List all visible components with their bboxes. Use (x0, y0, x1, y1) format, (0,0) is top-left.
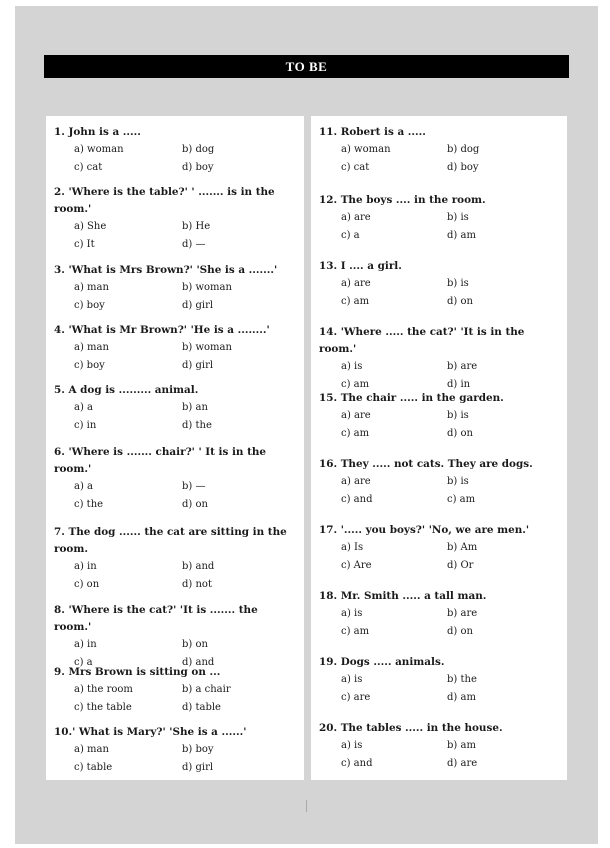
question-stem: 5. A dog is ......... animal. (54, 384, 199, 396)
question-stem: 3. 'What is Mrs Brown?' 'She is a .......' (54, 264, 278, 276)
option-a[interactable]: a) woman (74, 144, 124, 155)
question-stem: 11. Robert is a ..... (319, 126, 426, 138)
option-a[interactable]: a) a (74, 481, 94, 492)
option-b[interactable]: b) is (447, 278, 469, 289)
option-d[interactable]: d) and (182, 657, 215, 668)
question-stem: 17. '..... you boys?' 'No, we are men.' (319, 524, 530, 536)
question-9 (54, 664, 298, 717)
option-b[interactable]: b) a chair (182, 684, 231, 695)
option-a[interactable]: a) Is (341, 542, 364, 553)
option-b[interactable]: b) is (447, 476, 469, 487)
option-a[interactable]: a) She (74, 221, 107, 232)
option-b[interactable]: b) Am (447, 542, 478, 553)
question-stem: 13. I .... a girl. (319, 260, 402, 272)
question-stem: 20. The tables ..... in the house. (319, 722, 503, 734)
option-c[interactable]: c) boy (74, 300, 105, 311)
option-d[interactable]: d) boy (182, 162, 214, 173)
option-b[interactable]: b) dog (182, 144, 215, 155)
option-c[interactable]: c) cat (74, 162, 103, 173)
option-c[interactable]: c) table (74, 762, 113, 773)
option-a[interactable]: a) are (341, 410, 371, 421)
option-a[interactable]: a) man (74, 744, 109, 755)
question-20 (319, 720, 563, 773)
question-5 (54, 382, 298, 435)
option-a[interactable]: a) are (341, 212, 371, 223)
question-stem: 12. The boys .... in the room. (319, 194, 486, 206)
option-d[interactable]: d) boy (447, 162, 479, 173)
option-a[interactable]: a) man (74, 342, 109, 353)
option-b[interactable]: b) woman (182, 342, 232, 353)
option-a[interactable]: a) are (341, 278, 371, 289)
option-a[interactable]: a) is (341, 608, 363, 619)
page-mark (306, 800, 311, 812)
option-a[interactable]: a) a (74, 402, 94, 413)
question-3 (54, 262, 298, 315)
option-c[interactable]: c) am (341, 626, 370, 637)
option-c[interactable]: c) the table (74, 702, 132, 713)
question-2 (54, 184, 298, 254)
option-c[interactable]: c) a (74, 657, 93, 668)
option-d[interactable]: d) girl (182, 360, 214, 371)
question-8 (54, 602, 298, 672)
option-c[interactable]: c) am (341, 379, 370, 390)
question-stem: 7. The dog ...... the cat are sitting in the room. (54, 526, 287, 555)
question-10 (54, 724, 298, 777)
option-d[interactable]: c) am (447, 494, 476, 505)
option-d[interactable]: d) on (182, 499, 208, 510)
option-c[interactable]: c) and (341, 494, 373, 505)
option-b[interactable]: b) boy (182, 744, 214, 755)
option-b[interactable]: b) — (182, 481, 206, 492)
left-question-column (46, 116, 304, 780)
option-c[interactable]: c) cat (341, 162, 370, 173)
option-c[interactable]: c) are (341, 692, 371, 703)
question-stem: 2. 'Where is the table?' ' ....... is in the room.' (54, 186, 275, 215)
option-c[interactable]: c) a (341, 230, 360, 241)
option-d[interactable]: d) girl (182, 762, 214, 773)
option-b[interactable]: b) He (182, 221, 211, 232)
question-1 (54, 124, 298, 177)
option-d[interactable]: d) — (182, 239, 206, 250)
option-d[interactable]: d) am (447, 692, 476, 703)
question-16 (319, 456, 563, 509)
question-4 (54, 322, 298, 375)
option-a[interactable]: a) woman (341, 144, 391, 155)
question-stem: 16. They ..... not cats. They are dogs. (319, 458, 533, 470)
option-c[interactable]: c) Are (341, 560, 372, 571)
question-12 (319, 192, 563, 245)
option-c[interactable]: c) It (74, 239, 95, 250)
option-a[interactable]: a) are (341, 476, 371, 487)
option-c[interactable]: c) the (74, 499, 104, 510)
option-b[interactable]: b) dog (447, 144, 480, 155)
question-stem: 14. 'Where ..... the cat?' 'It is in the room.' (319, 326, 525, 355)
option-d[interactable]: d) on (447, 296, 473, 307)
question-stem: 15. The chair ..... in the garden. (319, 392, 504, 404)
question-6 (54, 444, 298, 514)
question-stem: 18. Mr. Smith ..... a tall man. (319, 590, 487, 602)
option-b[interactable]: b) woman (182, 282, 232, 293)
option-d[interactable]: d) are (447, 758, 478, 769)
question-stem: 19. Dogs ..... animals. (319, 656, 445, 668)
option-c[interactable]: c) on (74, 579, 100, 590)
option-d[interactable]: d) girl (182, 300, 214, 311)
option-a[interactable]: a) the room (74, 684, 133, 695)
option-b[interactable]: b) am (447, 740, 476, 751)
option-b[interactable]: b) is (447, 410, 469, 421)
right-question-column (311, 116, 567, 780)
option-b[interactable]: b) are (447, 361, 478, 372)
option-b[interactable]: b) is (447, 212, 469, 223)
option-c[interactable]: c) boy (74, 360, 105, 371)
option-b[interactable]: b) on (182, 639, 208, 650)
option-c[interactable]: c) in (74, 420, 97, 431)
question-stem: 10.' What is Mary?' 'She is a ......' (54, 726, 247, 738)
question-stem: 8. 'Where is the cat?' 'It is ....... the room.' (54, 604, 258, 633)
option-c[interactable]: c) am (341, 428, 370, 439)
option-c[interactable]: c) am (341, 296, 370, 307)
option-d[interactable]: d) in (447, 379, 471, 390)
question-11 (319, 124, 563, 177)
option-b[interactable]: b) an (182, 402, 208, 413)
option-a[interactable]: a) is (341, 674, 363, 685)
option-a[interactable]: a) is (341, 740, 363, 751)
worksheet-title: TO BE (44, 55, 569, 78)
option-a[interactable]: a) in (74, 561, 97, 572)
option-d[interactable]: d) on (447, 626, 473, 637)
option-d[interactable]: d) table (182, 702, 221, 713)
option-a[interactable]: a) in (74, 639, 97, 650)
option-d[interactable]: d) the (182, 420, 212, 431)
question-stem: 6. 'Where is ....... chair?' ' It is in the room.' (54, 446, 267, 475)
option-b[interactable]: b) are (447, 608, 478, 619)
question-17 (319, 522, 563, 575)
option-d[interactable]: d) Or (447, 560, 474, 571)
question-19 (319, 654, 563, 707)
option-c[interactable]: c) and (341, 758, 373, 769)
option-a[interactable]: a) man (74, 282, 109, 293)
option-d[interactable]: d) not (182, 579, 212, 590)
question-stem: 1. John is a ..... (54, 126, 141, 138)
option-a[interactable]: a) is (341, 361, 363, 372)
question-stem: 4. 'What is Mr Brown?' 'He is a ........' (54, 324, 270, 336)
question-15 (319, 390, 563, 443)
question-18 (319, 588, 563, 641)
question-13 (319, 258, 563, 311)
option-b[interactable]: b) the (447, 674, 477, 685)
question-14 (319, 324, 563, 394)
option-d[interactable]: d) am (447, 230, 476, 241)
option-b[interactable]: b) and (182, 561, 215, 572)
question-stem: 9. Mrs Brown is sitting on ... (54, 666, 221, 678)
option-d[interactable]: d) on (447, 428, 473, 439)
question-7 (54, 524, 298, 594)
